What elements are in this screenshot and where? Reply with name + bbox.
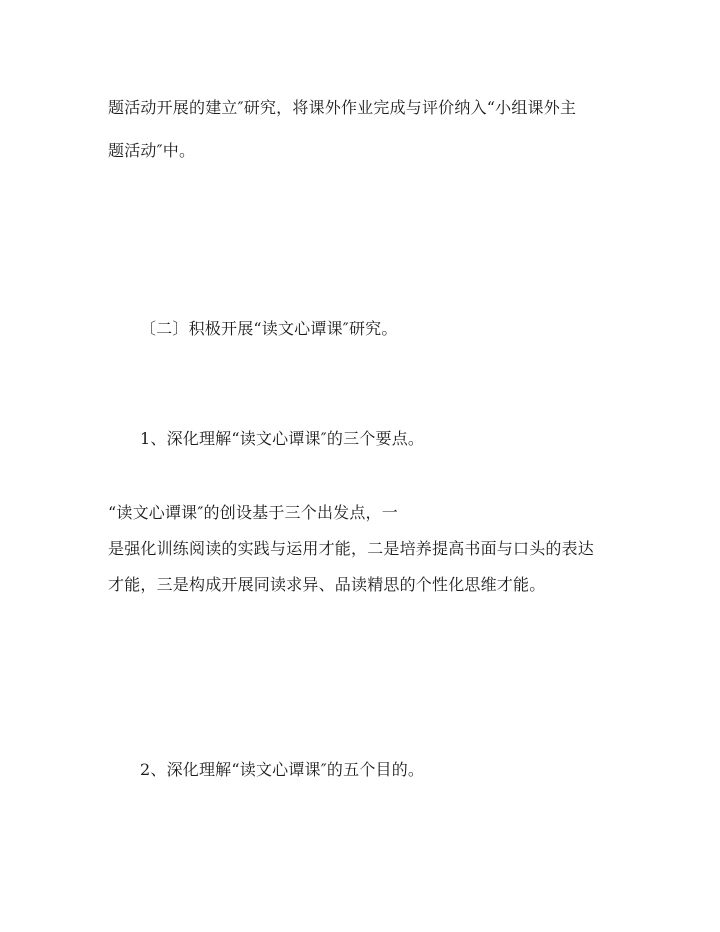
paragraph-line: “读文心谭课″的创设基于三个出发点，一 [108, 503, 398, 522]
paragraph-line: 题活动″中。 [108, 141, 196, 160]
section-heading: 〔二〕积极开展“读文心谭课″研究。 [140, 319, 398, 338]
paragraph-line: 才能，三是构成开展同读求异、品读精思的个性化思维才能。 [108, 575, 546, 594]
paragraph-line: 是强化训练阅读的实践与运用才能，二是培养提高书面与口头的表达 [108, 539, 595, 558]
item-heading: 1、深化理解“读文心谭课″的三个要点。 [140, 429, 425, 448]
paragraph-line: 题活动开展的建立″研究，将课外作业完成与评价纳入“小组课外主 [108, 98, 577, 117]
item-heading: 2、深化理解“读文心谭课″的五个目的。 [140, 760, 425, 779]
